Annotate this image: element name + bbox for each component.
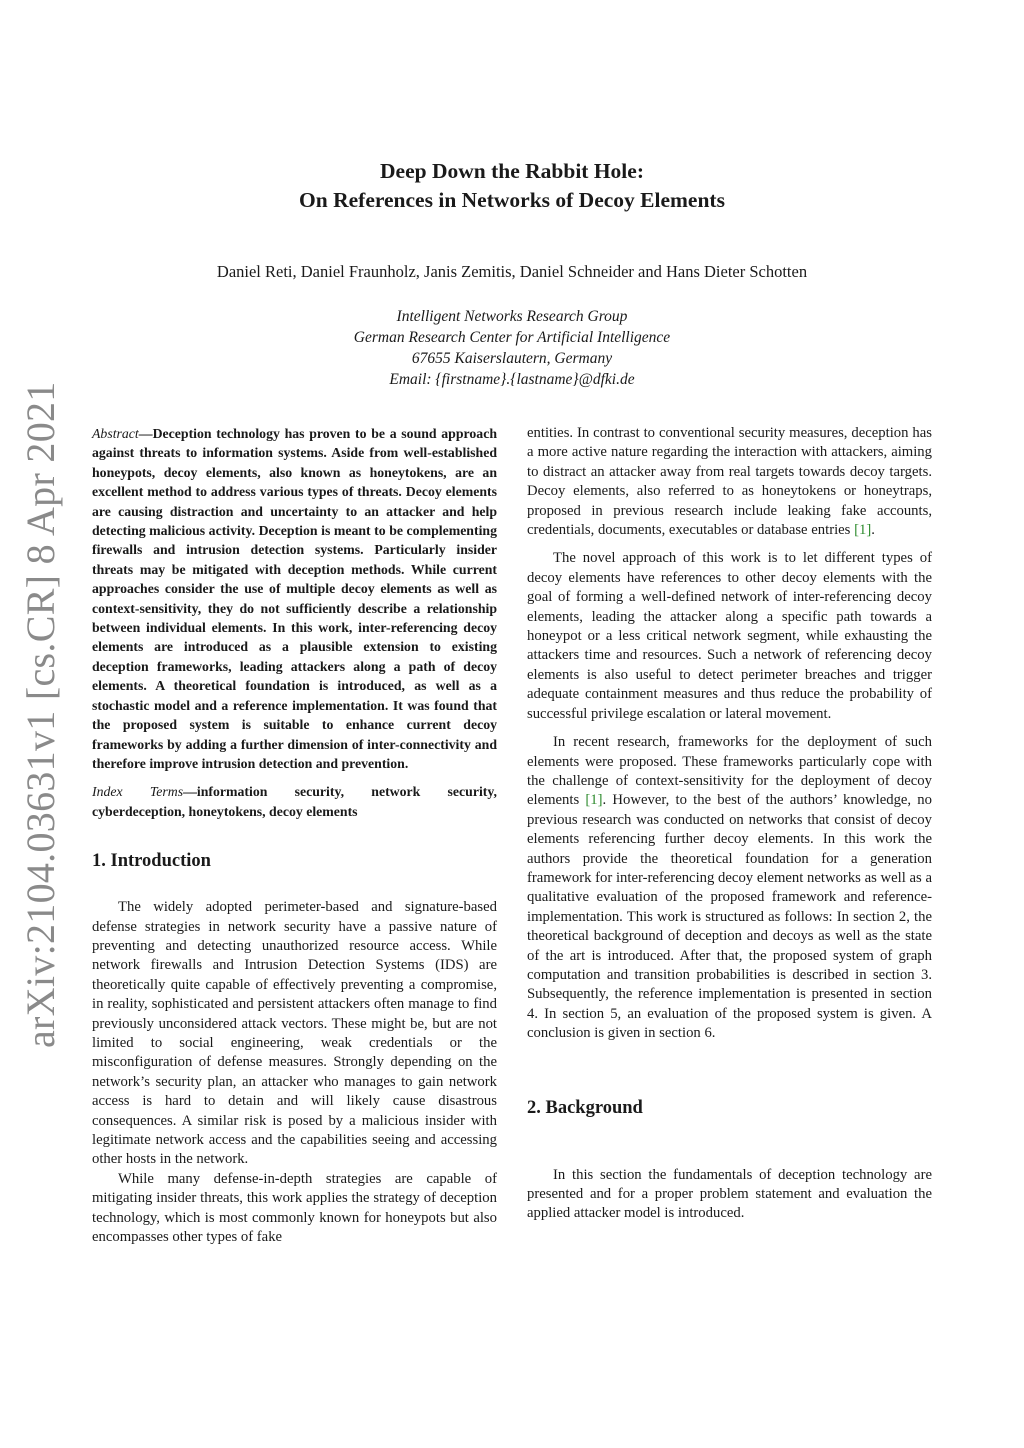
intro-paragraph-5 — [527, 733, 932, 1044]
index-terms — [92, 782, 497, 821]
abstract-label: Abstract — [92, 426, 139, 441]
title-line-1: Deep Down the Rabbit Hole: — [380, 159, 644, 183]
affiliation-address: 67655 Kaiserslautern, Germany — [411, 350, 613, 367]
intro-paragraph-1: The widely adopted perimeter-based and signature-based defense strategies in network security have a passive nature of preventing and detecting unauthorized resource access. While network firewalls and Intrusion Detection Systems (IDS) are theoretically quite capable of effectively preventing a compromise, in reality, sophisticated and persistent attackers often manage to find previously unconsidered attack vectors. These might be, but are not limited to social engineering, weak credentials or the misconfiguration of defense measures. Strongly depending on the network’s security plan, an attacker who manages to gain network access is hard to detain and will likely cause disastrous consequences. A similar risk is posed by a malicious insider with legitimate network access and the capabilities seeing and accessing other hosts in the network. — [92, 899, 497, 1168]
right-column — [527, 424, 932, 1224]
affiliation-institute: German Research Center for Artificial Intelligence — [353, 329, 671, 346]
citation-link[interactable]: [1] — [585, 792, 603, 809]
abstract-text: —Deception technology has proven to be a sound approach against threats to information systems. Aside from well-established honeypots, decoy elements, also known as honeytokens, are an excellent method to address various types of threats. Decoy elements are causing distraction and uncertainty to an attacker and help detecting malicious activity. Deception is meant to be complementing firewalls and intrusion detection systems. Particularly insider threats may be mitigated with deception methods. While current approaches consider the use of multiple decoy elements as well as context-sensitivity, they do not sufficiently describe a relationship between individual elements. In this work, inter-referencing decoy elements are introduced as a plausible extension to existing deception frameworks, leading attackers along a path of decoy elements. A theoretical foundation is introduced, as well as a stochastic model and a reference implementation. It was found that the proposed system is suitable to enhance current decoy frameworks by adding a further dimension of inter-connectivity and therefore improve intrusion detection and prevention. — [92, 426, 497, 771]
intro-paragraph-3-end: . — [871, 522, 875, 539]
section-heading-background: 2. Background — [527, 1097, 643, 1118]
citation-link[interactable]: [1] — [854, 522, 872, 539]
affiliation-email: Email: {firstname}.{lastname}@dfki.de — [389, 371, 635, 388]
intro-paragraph-5-text: In recent research, frameworks for the deployment of such elements were proposed. These frameworks particularly cope with the challenge of context-sensitivity for the deployment of decoy elements — [527, 734, 932, 809]
left-column — [92, 424, 497, 1247]
affiliation-block — [200, 306, 824, 390]
index-terms-label: Index Terms — [92, 784, 184, 800]
paper-title — [150, 157, 874, 215]
intro-paragraph-5-rest: . However, to the best of the authors’ knowledge, no previous research was conducted on networks that consist of decoy elements referencing further decoy elements. In this work the authors provide the theoretical foundation for a generation framework for inter-referencing decoy element networks as well as a qualitative evaluation of the proposed framework and reference-implementation. This work is structured as follows: In section 2, the theoretical background of deception and decoys as well as the state of the art is introduced. After that, the proposed system of graph computation and transition probabilities is described in section 3. Subsequently, the reference implementation is presented in section 4. In section 5, an evaluation of the proposed system is given. A conclusion is given in section 6. — [527, 792, 932, 1042]
background-paragraph-1: In this section the fundamentals of deception technology are presented and for a proper problem statement and evaluation the applied attacker model is introduced. — [527, 1166, 932, 1222]
abstract — [92, 424, 497, 773]
intro-paragraph-2: While many defense-in-depth strategies are capable of mitigating insider threats, this work applies the strategy of deception technology, which is most commonly known for honeypots but also encompasses other types of fake — [92, 1170, 497, 1246]
affiliation-group: Intelligent Networks Research Group — [396, 308, 628, 325]
intro-paragraph-3-text: entities. In contrast to conventional security measures, deception has a more active nature regarding the interaction with attackers, aiming to distract an attacker away from real targets towards decoy targets. Decoy elements, also referred to as honeytokens or honeytraps, proposed in previous research include leaking fake accounts, credentials, documents, executables or database entries — [527, 425, 932, 539]
index-terms-text: —information security, network security, cyberdeception, honeytokens, decoy elements — [92, 784, 497, 819]
section-heading-introduction: 1. Introduction — [92, 851, 211, 872]
title-line-2: On References in Networks of Decoy Elements — [299, 188, 725, 212]
intro-paragraph-3 — [527, 424, 932, 540]
arxiv-sidebar-stamp: arXiv:2104.03631v1 [cs.CR] 8 Apr 2021 — [18, 381, 63, 1048]
intro-paragraph-4: The novel approach of this work is to let different types of decoy elements have references to other decoy elements with the goal of forming a well-defined network of inter-referencing decoy elements, leading the attacker along a specific path towards a honeypot or a less critical network segment, while exhausting the attackers time and resources. Such a network of referencing decoy elements is also useful to detect perimeter breaches and trigger adequate containment measures and thus reduce the probability of successful privilege escalation or lateral movement. — [527, 550, 932, 722]
author-list: Daniel Reti, Daniel Fraunholz, Janis Zemitis, Daniel Schneider and Hans Dieter Schotten — [216, 262, 808, 281]
